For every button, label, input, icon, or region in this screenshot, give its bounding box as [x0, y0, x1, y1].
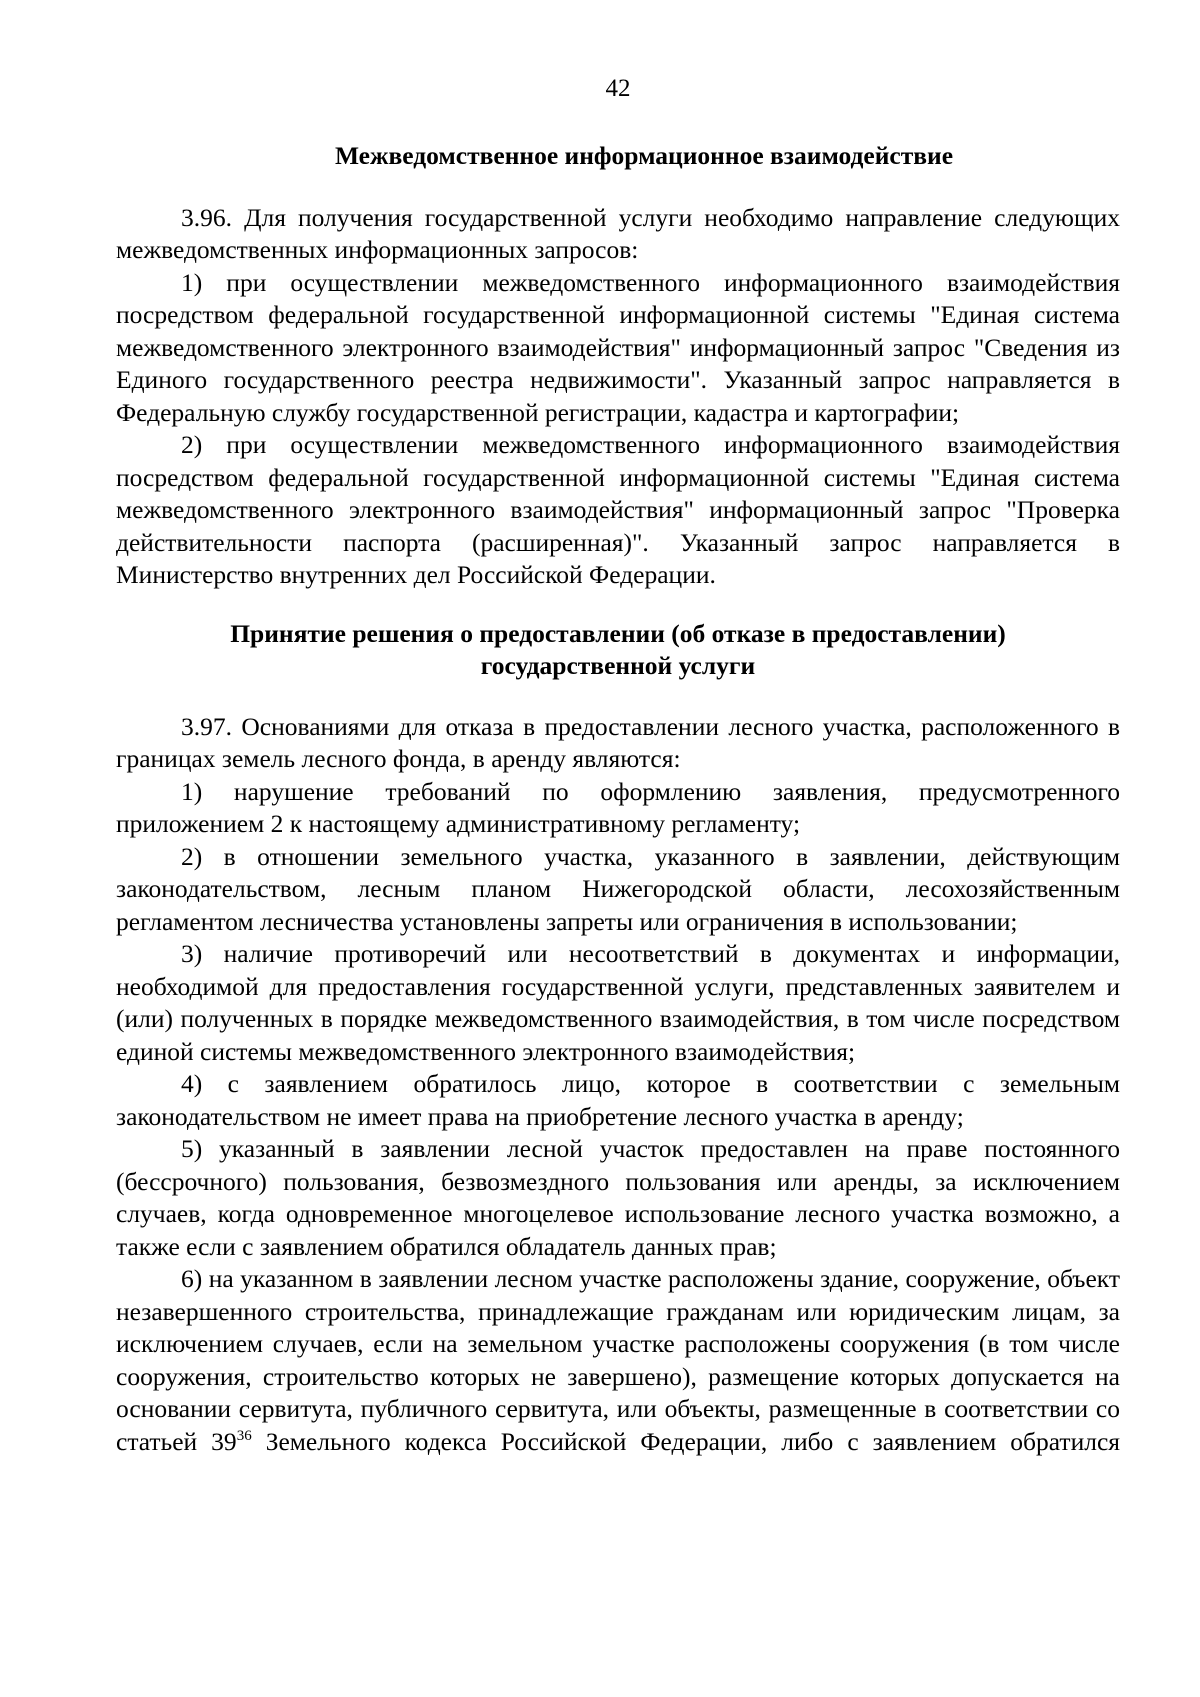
article-superscript: 36 [236, 1427, 252, 1444]
paragraph-3-97-item-6-text-end: Земельного кодекса Российской Федерации, либо с заявлением обратился [251, 1426, 1120, 1456]
paragraph-3-97-item-1: 1) нарушение требований по оформлению заявления, предусмотренного приложением 2 к настоящему административному регламенту; [116, 776, 1120, 838]
paragraph-3-97-item-2: 2) в отношении земельного участка, указанного в заявлении, действующим законодательством, лесным планом Нижегородской области, лесохозяйственным регламентом лесничества установлены запреты или ограничения в использовании; [116, 841, 1120, 936]
section-heading-decision-line2: государственной услуги [480, 651, 756, 680]
page-number: 42 [605, 75, 631, 102]
section-heading-decision [116, 618, 1120, 683]
paragraph-3-97-item-6-text: 6) на указанном в заявлении лесном участке расположены здание, сооружение, объект незавершенного строительства, принадлежащие гражданам или юридическим лицам, за исключением случаев, если на земельном участке расположены сооружения (в том числе сооружения, строительство которых не завершено), размещение которых допускается на основании сервитута, публичного сервитута, или объекты, размещенные в соответствии со статьей 39 [116, 1264, 1120, 1456]
paragraph-3-97-item-3: 3) наличие противоречий или несоответствий в документах и информации, необходимой для предоставления государственной услуги, представленных заявителем и (или) полученных в порядке межведомственного взаимодействия, в том числе посредством единой системы межведомственного электронного взаимодействия; [116, 939, 1120, 1066]
page-content [116, 140, 1120, 1458]
paragraph-3-97-item-5: 5) указанный в заявлении лесной участок предоставлен на праве постоянного (бессрочного) пользования, безвозмездного пользования или аренды, за исключением случаев, когда одновременное многоцелевое использование лесного участка возможно, а также если с заявлением обратился обладатель данных прав; [116, 1134, 1120, 1261]
paragraph-3-96-item-2: 2) при осуществлении межведомственного информационного взаимодействия посредством федеральной государственной информационной системы "Единая система межведомственного электронного взаимодействия" информационный запрос "Проверка действительности паспорта (расширенная)". Указанный запрос направляется в Министерство внутренних дел Российской Федерации. [116, 430, 1120, 589]
paragraph-3-97-item-4: 4) с заявлением обратилось лицо, которое в соответствии с земельным законодательством не имеет права на приобретение лесного участка в аренду; [116, 1069, 1120, 1131]
section-heading-interagency: Межведомственное информационное взаимодействие [334, 141, 954, 170]
paragraph-3-96: 3.96. Для получения государственной услуги необходимо направление следующих межведомственных информационных запросов: [116, 202, 1120, 264]
paragraph-3-96-item-1: 1) при осуществлении межведомственного информационного взаимодействия посредством федеральной государственной информационной системы "Единая система межведомственного электронного взаимодействия" информационный запрос "Сведения из Единого государственного реестра недвижимости". Указанный запрос направляется в Федеральную службу государственной регистрации, кадастра и картографии; [116, 267, 1120, 427]
paragraph-3-97-item-6 [116, 1263, 1120, 1458]
section-heading-decision-line1: Принятие решения о предоставлении (об отказе в предоставлении) [230, 618, 1006, 648]
paragraph-3-97: 3.97. Основаниями для отказа в предоставлении лесного участка, расположенного в границах земель лесного фонда, в аренду являются: [116, 711, 1120, 773]
